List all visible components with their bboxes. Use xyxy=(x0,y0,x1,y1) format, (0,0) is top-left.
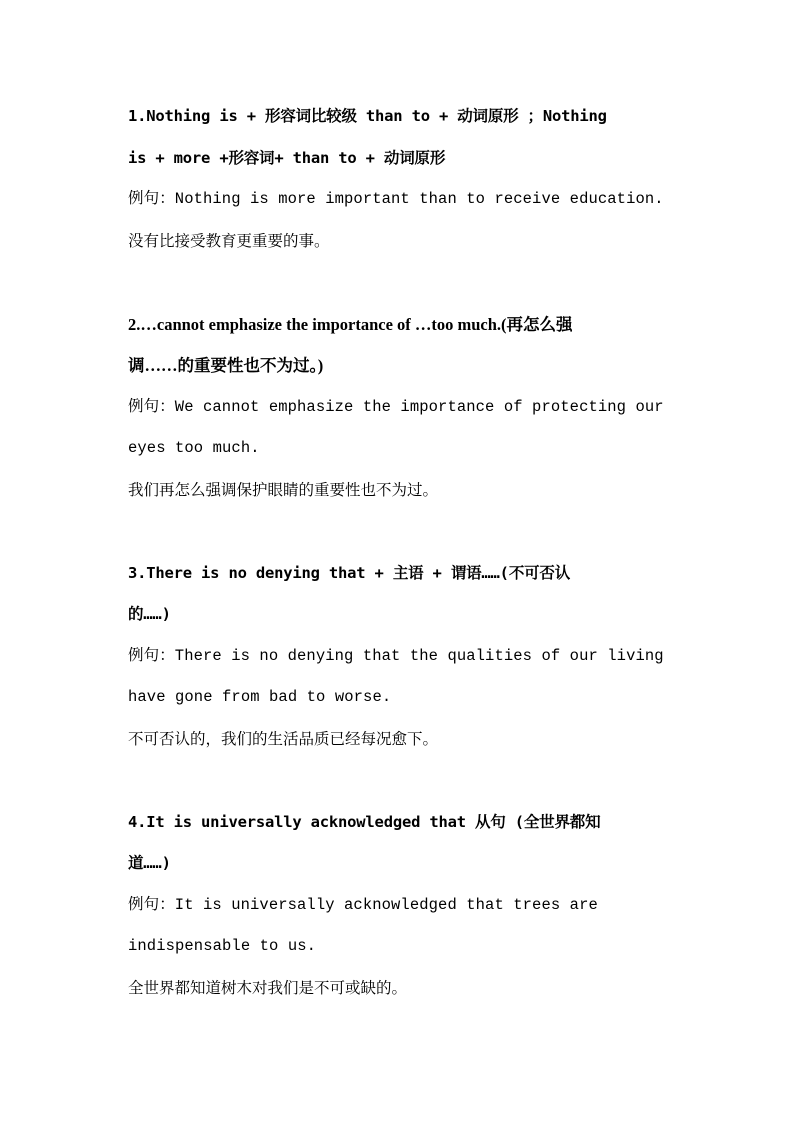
section-spacer xyxy=(128,262,673,304)
pattern-heading-line: 调……的重要性也不为过。) xyxy=(128,356,324,375)
example-sentence-line: 例句：Nothing is more important than to receive education. xyxy=(128,190,664,208)
pattern-heading-line: 4.It is universally acknowledged that 从句 (全世界都知 xyxy=(128,812,601,831)
section-spacer xyxy=(128,511,673,553)
pattern-heading-line: 1.Nothing is + 形容词比较级 than to + 动词原形 ；Nothing xyxy=(128,107,607,125)
document-page xyxy=(128,96,673,1009)
pattern-section-4 xyxy=(128,802,673,1010)
example-sentence-line: 例句：There is no denying that the qualities of our living xyxy=(128,646,664,665)
pattern-heading-line: 道……) xyxy=(128,854,171,872)
translation-line: 全世界都知道树木对我们是不可或缺的。 xyxy=(128,978,408,997)
translation-line: 不可否认的，我们的生活品质已经每况愈下。 xyxy=(128,729,439,748)
pattern-heading-line: 的……) xyxy=(128,605,171,623)
translation-line: 我们再怎么强调保护眼睛的重要性也不为过。 xyxy=(128,480,439,499)
example-sentence-line: 例句：We cannot emphasize the importance of protecting our xyxy=(128,397,664,416)
pattern-section-2 xyxy=(128,304,673,512)
pattern-heading-line: 2.…cannot emphasize the importance of …too much.(再怎么强 xyxy=(128,314,573,334)
pattern-section-3 xyxy=(128,553,673,761)
example-sentence-line: have gone from bad to worse. xyxy=(128,688,392,706)
example-sentence-line: 例句：It is universally acknowledged that trees are xyxy=(128,895,598,914)
pattern-heading-line: is + more +形容词+ than to + 动词原形 xyxy=(128,148,446,167)
example-sentence-line: indispensable to us. xyxy=(128,937,317,955)
pattern-heading-line: 3.There is no denying that + 主语 + 谓语……(不可否认 xyxy=(128,563,571,582)
example-sentence-line: eyes too much. xyxy=(128,439,260,457)
translation-line: 没有比接受教育更重要的事。 xyxy=(128,231,330,250)
pattern-section-1 xyxy=(128,96,673,262)
section-spacer xyxy=(128,760,673,802)
